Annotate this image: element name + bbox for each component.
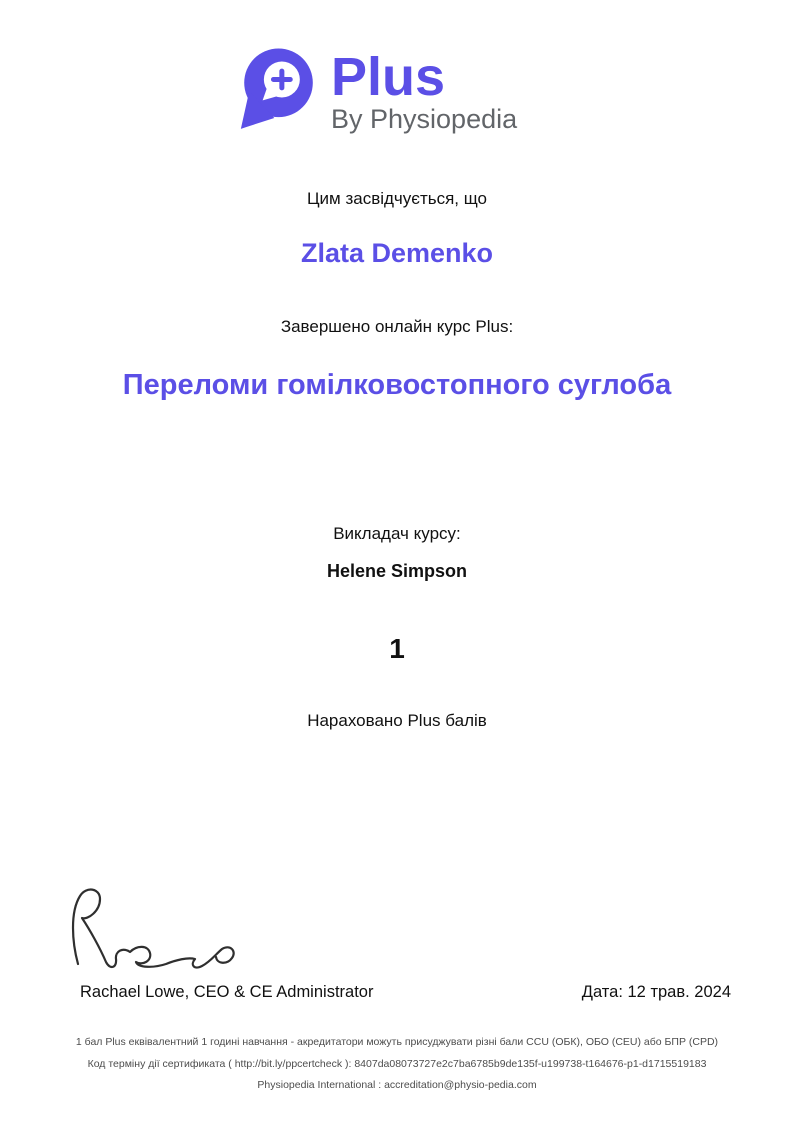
certify-intro-text: Цим засвідчується, що: [306, 189, 488, 208]
completion-statement: Завершено онлайн курс Plus:: [280, 317, 514, 336]
points-label: Нараховано Plus балів: [307, 711, 487, 730]
fine-print-accreditation: 1 бал Plus еквівалентний 1 годині навчання - акредитатори можуть присуджувати різні бали CCU (ОБК), ОБО (CEU) або БПР (CPD): [75, 1036, 719, 1048]
signatory-name: Rachael Lowe, CEO & CE Administrator: [80, 983, 374, 1001]
logo-subbrand-text: By Physiopedia: [331, 104, 518, 134]
instructor-name: Helene Simpson: [326, 561, 468, 581]
fine-print: [0, 1032, 794, 1097]
fine-print-contact: Physiopedia International : accreditation@physio-pedia.com: [257, 1079, 537, 1091]
course-title: Переломи гомілковостопного суглоба: [122, 369, 672, 401]
points-value: 1: [389, 633, 405, 664]
logo-brand-text: Plus: [331, 47, 446, 107]
instructor-label: Викладач курсу:: [333, 524, 461, 543]
plus-logo: [234, 46, 517, 133]
signature-row: [80, 983, 731, 1002]
logo-wordmark: [331, 46, 517, 133]
handwritten-signature: [64, 886, 242, 970]
issue-date: Дата: 12 трав. 2024: [581, 983, 731, 1001]
recipient-name: Zlata Demenko: [300, 238, 494, 268]
physiopedia-plus-bubble-icon: [234, 46, 318, 133]
fine-print-certificate-code: Код терміну дії сертификата ( http://bit.ly/ppcertcheck ): 8407da08073727e2c7ba6785b9de135f-u199738-t164676-p1-d1715519183: [87, 1057, 707, 1070]
